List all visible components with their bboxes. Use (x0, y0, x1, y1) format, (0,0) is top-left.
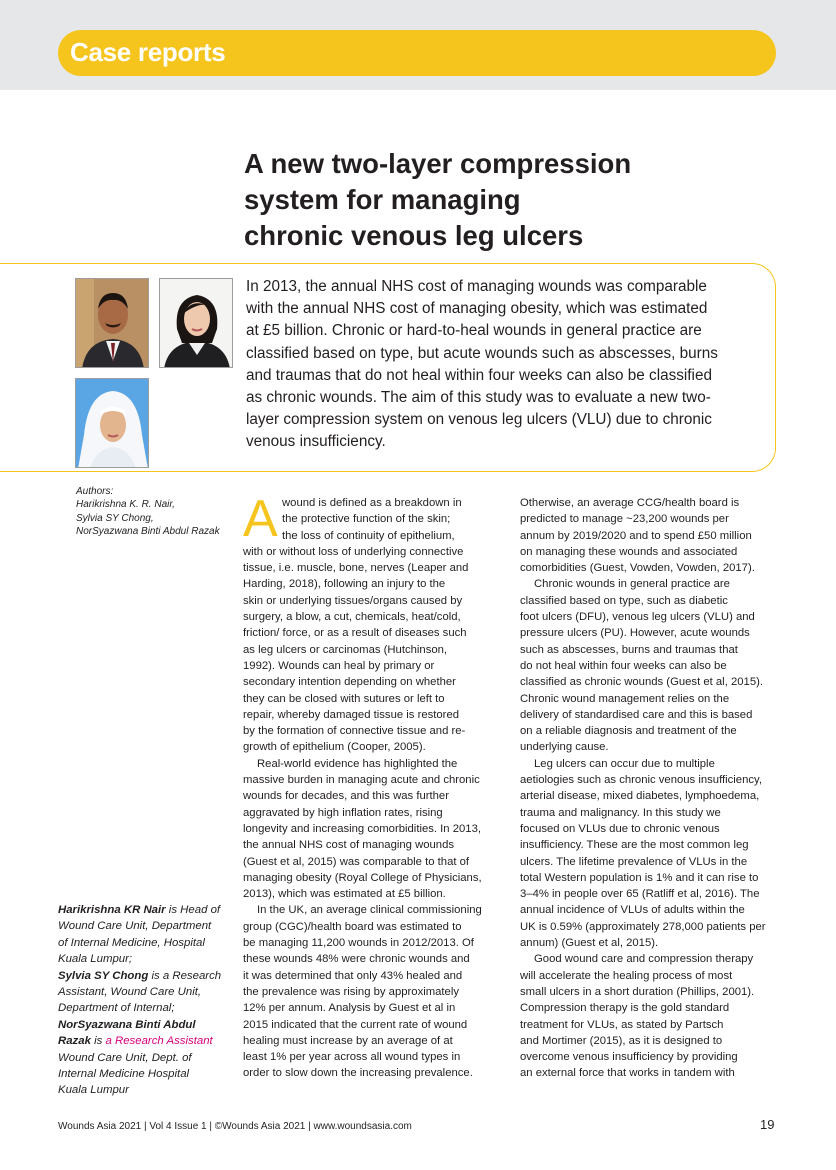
body-line: Real-world evidence has highlighted the (257, 757, 458, 770)
body-line: underlying cause. (520, 741, 609, 754)
body-line: In the UK, an average clinical commissioning (257, 904, 482, 917)
body-line: annum) (Guest et al, 2015). (520, 937, 659, 950)
body-line: secondary intention depending on whether (243, 676, 456, 689)
body-line: it was determined that only 43% healed and (243, 969, 463, 982)
body-line: on a reliable diagnosis and treatment of the (520, 725, 737, 738)
body-line: treatment for VLUs, as stated by Partsch (520, 1018, 724, 1031)
body-line: with or without loss of underlying connective (243, 545, 464, 558)
body-line: on managing these wounds and associated (520, 545, 738, 558)
body-line: wounds for decades, and this was further (243, 790, 449, 803)
body-line: Chronic wound management relies on the (520, 692, 730, 705)
affiliation-line (58, 1017, 228, 1033)
body-line: skin or underlying tissues/organs caused by (243, 594, 463, 607)
body-line: the loss of continuity of epithelium, (282, 529, 455, 542)
body-line: group (CGC)/health board was estimated to (243, 920, 462, 933)
body-line: growth of epithelium (Cooper, 2005). (243, 741, 426, 754)
body-column-2 (520, 495, 782, 1082)
body-line: 2015 indicated that the current rate of wound (243, 1018, 468, 1031)
body-line: longevity and increasing comorbidities. In 2013, (243, 822, 482, 835)
body-line: friction/ force, or as a result of diseases such (243, 627, 467, 640)
abstract-line: classified based on type, but acute wounds such as abscesses, burns (246, 344, 718, 362)
body-line: and Mortimer (2015), as it is designed to (520, 1034, 723, 1047)
body-line: annum by 2019/2020 and to spend £50 million (520, 529, 752, 542)
author-name: Harikrishna K. R. Nair, (76, 499, 175, 511)
body-line: 12% per annum. Analysis by Guest et al in (243, 1002, 456, 1015)
body-line: predicted to manage ~23,200 wounds per (520, 513, 729, 526)
body-line: the prevalence was rising by approximately (243, 985, 460, 998)
body-line: Leg ulcers can occur due to multiple (534, 757, 715, 770)
body-line: do not heal within four weeks can also be (520, 659, 727, 672)
body-line: 1992). Wounds can heal by primary or (243, 659, 435, 672)
body-line: managing obesity (Royal College of Physicians, (243, 871, 482, 884)
body-line: overcome venous insufficiency by providing (520, 1051, 738, 1064)
body-line: UK is 0.59% (approximately 278,000 patients per (520, 920, 766, 933)
author-name: Sylvia SY Chong, (76, 512, 154, 524)
section-banner (58, 30, 776, 76)
abstract-text (246, 276, 726, 454)
author-photo-3 (75, 378, 149, 468)
affiliation-line: Harikrishna KR Nair is Head of (58, 904, 221, 916)
abstract-line: at £5 billion. Chronic or hard-to-heal wounds in general practice are (246, 322, 702, 340)
drop-cap: A (243, 490, 278, 548)
body-line: Compression therapy is the gold standard (520, 1002, 730, 1015)
body-line: aggravated by high inflation rates, rising (243, 806, 443, 819)
body-line: annual incidence of VLUs of adults within the (520, 904, 745, 917)
author-photo-2 (159, 278, 233, 368)
body-line: pressure ulcers (PU). However, acute wounds (520, 627, 750, 640)
body-line: classified as chronic wounds (Guest et al, 2015). (520, 676, 764, 689)
author-affiliations (58, 902, 228, 1099)
affiliation-line: Sylvia SY Chong is a Research (58, 969, 222, 982)
body-line: (Guest et al, 2015) was comparable to that of (243, 855, 470, 868)
body-line: healing must increase by an average of at (243, 1034, 453, 1047)
body-line: small ulcers in a short duration (Phillips, 2001). (520, 985, 755, 998)
affiliation-line: Wound Care Unit, Department (58, 920, 212, 933)
affiliation-line: Department of Internal; (58, 1002, 175, 1015)
affiliation-highlight: a Research Assistant (105, 1035, 213, 1048)
author-name: NorSyazwana Binti Abdul Razak (76, 526, 220, 538)
affiliation-line: Wound Care Unit, Dept. of (58, 1051, 192, 1064)
body-line: the protective function of the skin; (282, 513, 451, 526)
body-line: Harding, 2018), following an injury to the (243, 578, 446, 591)
body-line: such as abscesses, burns and traumas that (520, 643, 738, 656)
body-line: massive burden in managing acute and chronic (243, 774, 480, 787)
body-line: will accelerate the healing process of most (520, 969, 733, 982)
abstract-line: with the annual NHS cost of managing obesity, which was estimated (246, 300, 708, 318)
article-title (244, 146, 724, 254)
body-line: Otherwise, an average CCG/health board is (520, 497, 740, 509)
body-line: insufficiency. These are the most common leg (520, 839, 749, 852)
body-line: be managing 11,200 wounds in 2012/2013. Of (243, 937, 474, 950)
body-line: order to slow down the increasing prevalence. (243, 1067, 473, 1080)
body-line: aetiologies such as chronic venous insufficiency, (520, 774, 762, 787)
body-line: least 1% per year across all wound types in (243, 1051, 461, 1064)
body-line: ulcers. The lifetime prevalence of VLUs in the (520, 855, 748, 868)
body-line: by the formation of connective tissue and re- (243, 725, 466, 738)
affiliation-author-name: Sylvia SY Chong (58, 969, 149, 982)
body-column-1 (243, 490, 501, 1082)
body-line: focused on VLUs due to chronic venous (520, 822, 720, 835)
body-line: Chronic wounds in general practice are (534, 578, 730, 591)
page-number: 19 (760, 1117, 775, 1132)
body-line: wound is defined as a breakdown in (282, 497, 462, 509)
body-line: as leg ulcers or carcinomas (Hutchinson, (243, 643, 448, 656)
abstract-line: as chronic wounds. The aim of this study was to evaluate a new two- (246, 389, 711, 407)
affiliation-author-name: Harikrishna KR Nair (58, 904, 166, 916)
body-line: trauma and malignancy. In this study we (520, 806, 721, 819)
footer-citation: Wounds Asia 2021 | Vol 4 Issue 1 | ©Wounds Asia 2021 | www.woundsasia.com (58, 1121, 412, 1132)
title-line: system for managing (244, 184, 521, 215)
body-line: tissue, i.e. muscle, bone, nerves (Leaper and (243, 562, 469, 575)
title-line: A new two-layer compression (244, 148, 632, 179)
body-line: 2013), which was estimated at £5 billion. (243, 888, 446, 901)
body-line: comorbidities (Guest, Vowden, Vowden, 2017). (520, 562, 755, 575)
abstract-line: layer compression system on venous leg ulcers (VLU) due to chronic (246, 411, 712, 429)
affiliation-line: of Internal Medicine, Hospital (58, 936, 205, 949)
body-line: repair, whereby damaged tissue is restored (243, 708, 460, 721)
body-line: they can be closed with sutures or left to (243, 692, 445, 705)
body-line: classified based on type, such as diabetic (520, 594, 728, 607)
affiliation-line: Assistant, Wound Care Unit, (58, 986, 202, 999)
body-line: these wounds 48% were chronic wounds and (243, 953, 470, 966)
abstract-line: In 2013, the annual NHS cost of managing wounds was comparable (246, 278, 707, 295)
authors-heading: Authors: (76, 486, 114, 497)
body-line: delivery of standardised care and this is based (520, 708, 753, 721)
body-line: total Western population is 1% and it can rise to (520, 871, 759, 884)
authors-list (76, 485, 220, 539)
title-line: chronic venous leg ulcers (244, 220, 584, 251)
body-line: 3–4% in people over 65 (Ratliff et al, 2016). The (520, 888, 760, 901)
body-line: foot ulcers (DFU), venous leg ulcers (VLU) and (520, 611, 755, 624)
body-line: Good wound care and compression therapy (534, 953, 754, 966)
affiliation-line: Kuala Lumpur; (58, 953, 133, 966)
abstract-line: venous insufficiency. (246, 433, 386, 451)
abstract-line: and traumas that do not heal within four weeks can also be classified (246, 366, 712, 384)
body-line: the annual NHS cost of managing wounds (243, 839, 455, 852)
body-line: arterial disease, mixed diabetes, lymphoedema, (520, 790, 760, 803)
affiliation-line: Razak is a Research Assistant (58, 1035, 213, 1048)
body-line: an external force that works in tandem with (520, 1067, 735, 1080)
affiliation-line: Internal Medicine Hospital (58, 1068, 190, 1081)
body-line: surgery, a blow, a cut, chemicals, heat/cold, (243, 611, 461, 624)
author-photo-1 (75, 278, 149, 368)
affiliation-author-name: NorSyazwana Binti Abdul (58, 1018, 196, 1031)
section-label: Case reports (70, 37, 226, 67)
affiliation-line: Kuala Lumpur (58, 1084, 129, 1097)
affiliation-author-name: Razak (58, 1035, 91, 1048)
